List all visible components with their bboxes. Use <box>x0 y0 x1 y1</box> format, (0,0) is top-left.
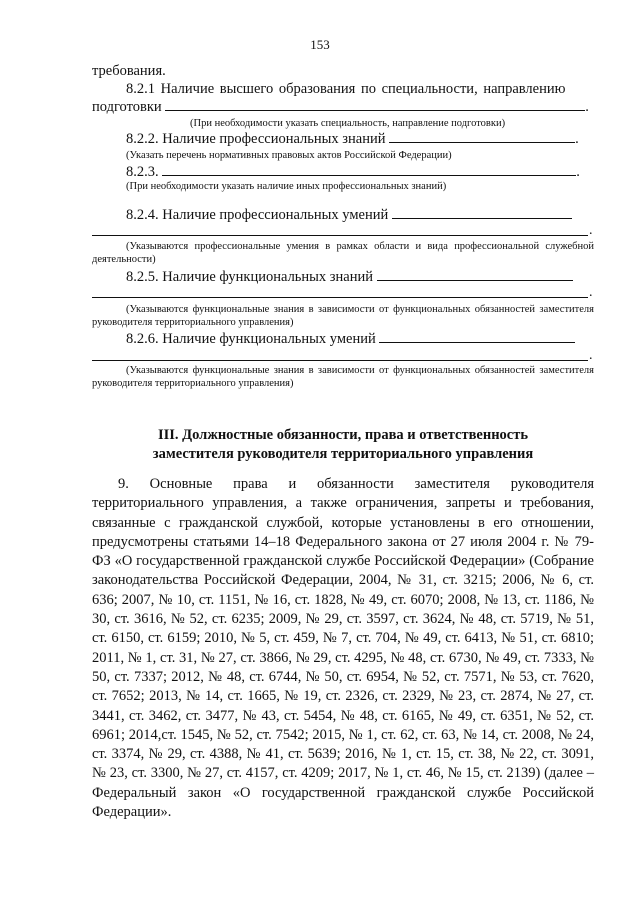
fill-in-line <box>162 163 576 176</box>
section-heading-line2: заместителя руководителя территориального управления <box>152 446 534 462</box>
fill-in-line <box>92 234 588 236</box>
text-line-requirements: требования. <box>92 63 166 79</box>
fill-in-line <box>92 296 588 298</box>
fill-in-line <box>389 130 575 143</box>
document-page: 153 требования. 8.2.1 Наличие высшего образования по специальности, направлению подготовки . (При необходимости указать специальность, направление подготовки) 8.2.2. Наличие профессиональных знаний . (Указать перечень нормативных правовых актов Российской Федерации) 8.2.3. . (При необходимости указать наличие иных профессиональных знаний) 8.2.4. Наличие профессиональных умений . (Указываются профессиональные умения в рамках области и вида профессиональной служебной деятельности) 8.2.5. Наличие функциональных знаний . (Указываются функциональные знания в зависимости от функциональных обязанностей заместителя руководителя территориального управления) 8.2.6. Наличие функциональных умений . (Указываются функциональные знания в зависимости от функциональных обязанностей заместителя руководителя территориального управления) III. Должностные обязанности, права и ответственность заместителя руководителя территориального управления 9. Основные права и обязанности заместителя руководителя территориального управления, а также ограничения, запреты и требования, связанные с гражданской службой, которые установлены в его отношении, предусмотрены статьями 14–18 Федерального закона от 27 июля 2004 г. № 79-ФЗ «О государственной гражданской службе Российской Федерации» (Собрание законодательства Российской Федерации, 2004, № 31, ст. 3215; 2006, № 6, ст. 636; 2007, № 10, ст. 1151, № 16, ст. 1828, № 49, ст. 6070; 2008, № 13, ст. 1186, № 30, ст. 3616, № 52, ст. 6235; 2009, № 29, ст. 3597, ст. 3624, № 48, ст. 5719, № 51, ст. 6150, ст. 6159; 2010, № 5, ст. 459, № 7, ст. 704, № 49, ст. 6413, № 51, ст. 6810; 2011, № 1, ст. 31, № 27, ст. 3866, № 29, ст. 4295, № 48, ст. 6730, № 49, ст. 7333, № 50, ст. 7337; 2012, № 48, ст. 6744, № 50, ст. 6954, № 52, ст. 7571, № 53, ст. 7620, ст. 7652; 2013, № 14, ст. 1665, № 19, ст. 2326, ст. 2329, № 23, ст. 2874, № 27, ст. 3441, ст. 3462, ст. 3477, № 43, ст. 5454, № 48, ст. 6165, № 49, ст. 6351, № 52, ст. 6961; 2014,ст. 1545, № 52, ст. 7542; 2015, № 1, ст. 62, ст. 63, № 14, ст. 2008, № 24, ст. 3374, № 29, ст. 4388, № 41, ст. 5639; 2016, № 1, ст. 15, ст. 38, № 22, ст. 3091, № 23, ст. 3300, № 27, ст. 4157, ст. 4209; 2017, № 1, ст. 46, № 15, ст. 2139) (далее – Федеральный закон «О государственной гражданской службе Российской Федерации». <box>0 0 640 905</box>
item-8-2-6-label: 8.2.6. Наличие функциональных умений <box>126 331 376 347</box>
paragraph-9: 9. Основные права и обязанности заместителя руководителя территориального управления, а также ограничения, запреты и требования, связанные с гражданской службой, которые установлены в его отношении, предусмотрены статьями 14–18 Федерального закона от 27 июля 2004 г. № 79-ФЗ «О государственной гражданской службе Российской Федерации» (Собрание законодательства Российской Федерации, 2004, № 31, ст. 3215; 2006, № 6, ст. 636; 2007, № 10, ст. 1151, № 16, ст. 1828, № 49, ст. 6070; 2008, № 13, ст. 1186, № 30, ст. 3616, № 52, ст. 6235; 2009, № 29, ст. 3597, ст. 3624, № 48, ст. 5719, № 51, ст. 6150, ст. 6159; 2010, № 5, ст. 459, № 7, ст. 704, № 49, ст. 6413, № 51, ст. 6810; 2011, № 1, ст. 31, № 27, ст. 3866, № 29, ст. 4295, № 48, ст. 6730, № 49, ст. 7333, № 50, ст. 7337; 2012, № 48, ст. 6744, № 50, ст. 6954, № 52, ст. 7571, № 53, ст. 7620, ст. 7652; 2013, № 14, ст. 1665, № 19, ст. 2326, ст. 2329, № 23, ст. 2874, № 27, ст. 3441, ст. 3462, ст. 3477, № 43, ст. 5454, № 48, ст. 6165, № 49, ст. 6351, № 52, ст. 6961; 2014,ст. 1545, № 52, ст. 7542; 2015, № 1, ст. 62, ст. 63, № 14, ст. 2008, № 24, ст. 3374, № 29, ст. 4388, № 41, ст. 5639; 2016, № 1, ст. 15, ст. 38, № 22, ст. 3091, № 23, ст. 3300, № 27, ст. 4157, ст. 4209; 2017, № 1, ст. 46, № 15, ст. 2139) (далее – Федеральный закон «О государственной гражданской службе Российской Федерации». <box>92 476 594 821</box>
item-8-2-3-line: 8.2.3. . <box>126 164 580 180</box>
item-8-2-5-note: (Указываются функциональные знания в зависимости от функциональных обязанностей заместителя руководителя территориального управления) <box>92 304 594 328</box>
item-8-2-1-note: (При необходимости указать специальность, направление подготовки) <box>190 118 506 129</box>
fill-in-line <box>379 330 575 343</box>
item-8-2-3-label: 8.2.3. <box>126 164 159 180</box>
section-heading-line1: III. Должностные обязанности, права и ответственность <box>157 427 529 443</box>
fill-in-line <box>377 268 573 281</box>
item-8-2-1-label: подготовки <box>92 99 162 115</box>
page-number: 153 <box>310 37 330 52</box>
fill-in-line <box>165 98 585 111</box>
item-8-2-6-line <box>126 330 594 348</box>
item-8-2-5-line <box>126 268 594 286</box>
item-8-2-2-note: (Указать перечень нормативных правовых актов Российской Федерации) <box>126 150 452 161</box>
item-8-2-2-label: 8.2.2. Наличие профессиональных знаний <box>126 131 386 147</box>
fill-in-line <box>92 359 588 361</box>
item-8-2-4-line <box>126 206 594 224</box>
item-8-2-6-note: (Указываются функциональные знания в зависимости от функциональных обязанностей заместителя руководителя территориального управления) <box>92 365 594 389</box>
item-8-2-1-line2: подготовки . <box>92 99 589 115</box>
item-8-2-2-line: 8.2.2. Наличие профессиональных знаний . <box>126 131 579 147</box>
item-8-2-3-note: (При необходимости указать наличие иных профессиональных знаний) <box>126 181 447 192</box>
item-8-2-4-label: 8.2.4. Наличие профессиональных умений <box>126 207 389 223</box>
fill-in-line <box>392 206 572 219</box>
item-8-2-4-note: (Указываются профессиональные умения в рамках области и вида профессиональной служебной деятельности) <box>92 241 594 265</box>
item-8-2-1-line1: 8.2.1 Наличие высшего образования по специальности, направлению <box>126 81 566 97</box>
item-8-2-5-label: 8.2.5. Наличие функциональных знаний <box>126 269 374 285</box>
